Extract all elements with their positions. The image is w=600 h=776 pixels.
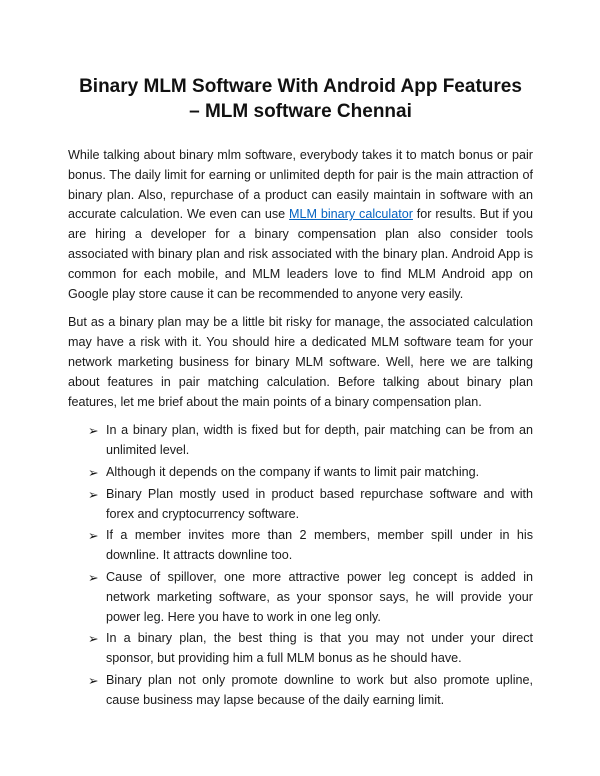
bullet-item <box>88 421 533 461</box>
intro-paragraph <box>68 146 533 304</box>
bullet-item <box>88 629 533 669</box>
bullet-item <box>88 568 533 627</box>
title-line-1: Binary MLM Software With Android App Features <box>79 76 522 97</box>
bullet-item <box>88 526 533 566</box>
bullet-text: Binary plan not only promote downline to work but also promote upline, cause business may lapse because of the daily earning limit. <box>106 672 533 707</box>
bullet-text: In a binary plan, the best thing is that you may not under your direct sponsor, but providing him a full MLM bonus as he should have. <box>106 631 533 666</box>
arrow-bullet-icon: ➢ <box>88 486 99 502</box>
bullet-text: Binary Plan mostly used in product based repurchase software and with forex and cryptocurrency software. <box>106 486 533 521</box>
second-paragraph: But as a binary plan may be a little bit risky for manage, the associated calculation may have a risk with it. You should hire a dedicated MLM software team for your network marketing business for binary MLM software. Well, here we are talking about features in pair matching calculation. Before talking about binary plan features, let me brief about the main points of a binary compensation plan. <box>68 315 533 409</box>
arrow-bullet-icon: ➢ <box>88 672 99 688</box>
mlm-binary-calculator-link[interactable]: MLM binary calculator <box>289 207 413 222</box>
intro-text-start: While talking about binary mlm software, everybody takes it to match bonus or pair bonus. The daily limit for earning or unlimited depth for pair is the main attraction of binary plan. Also, repurchase of a product can easily maintain in software with an accurate calculation. We even can use <box>68 148 533 222</box>
bullet-text: Cause of spillover, one more attractive power leg concept is added in network marketing software, as your sponsor says, he will provide your power leg. Here you have to work in one leg only. <box>106 569 533 624</box>
arrow-bullet-icon: ➢ <box>88 569 99 585</box>
bullet-item <box>88 671 533 711</box>
bullet-item <box>88 485 533 525</box>
arrow-bullet-icon: ➢ <box>88 528 99 544</box>
bullet-text: In a binary plan, width is fixed but for depth, pair matching can be from an unlimited level. <box>106 423 533 458</box>
page-title <box>68 74 533 124</box>
bullet-item <box>88 463 533 483</box>
intro-text-end: for results. But if you are hiring a developer for a binary compensation plan also consider tools associated with binary plan and risk associated with the binary plan. Android App is common for each mobile, and MLM leaders love to find MLM Android app on Google play store cause it can be recommended to anyone very easily. <box>68 207 534 301</box>
arrow-bullet-icon: ➢ <box>88 423 99 439</box>
arrow-bullet-icon: ➢ <box>88 464 99 480</box>
bullet-text: If a member invites more than 2 members, member spill under in his downline. It attracts downline too. <box>106 528 533 563</box>
bullet-text: Although it depends on the company if wants to limit pair matching. <box>106 464 480 479</box>
title-line-2: – MLM software Chennai <box>189 101 412 122</box>
document-page <box>68 74 533 713</box>
feature-bullet-list <box>68 421 533 710</box>
arrow-bullet-icon: ➢ <box>88 631 99 647</box>
